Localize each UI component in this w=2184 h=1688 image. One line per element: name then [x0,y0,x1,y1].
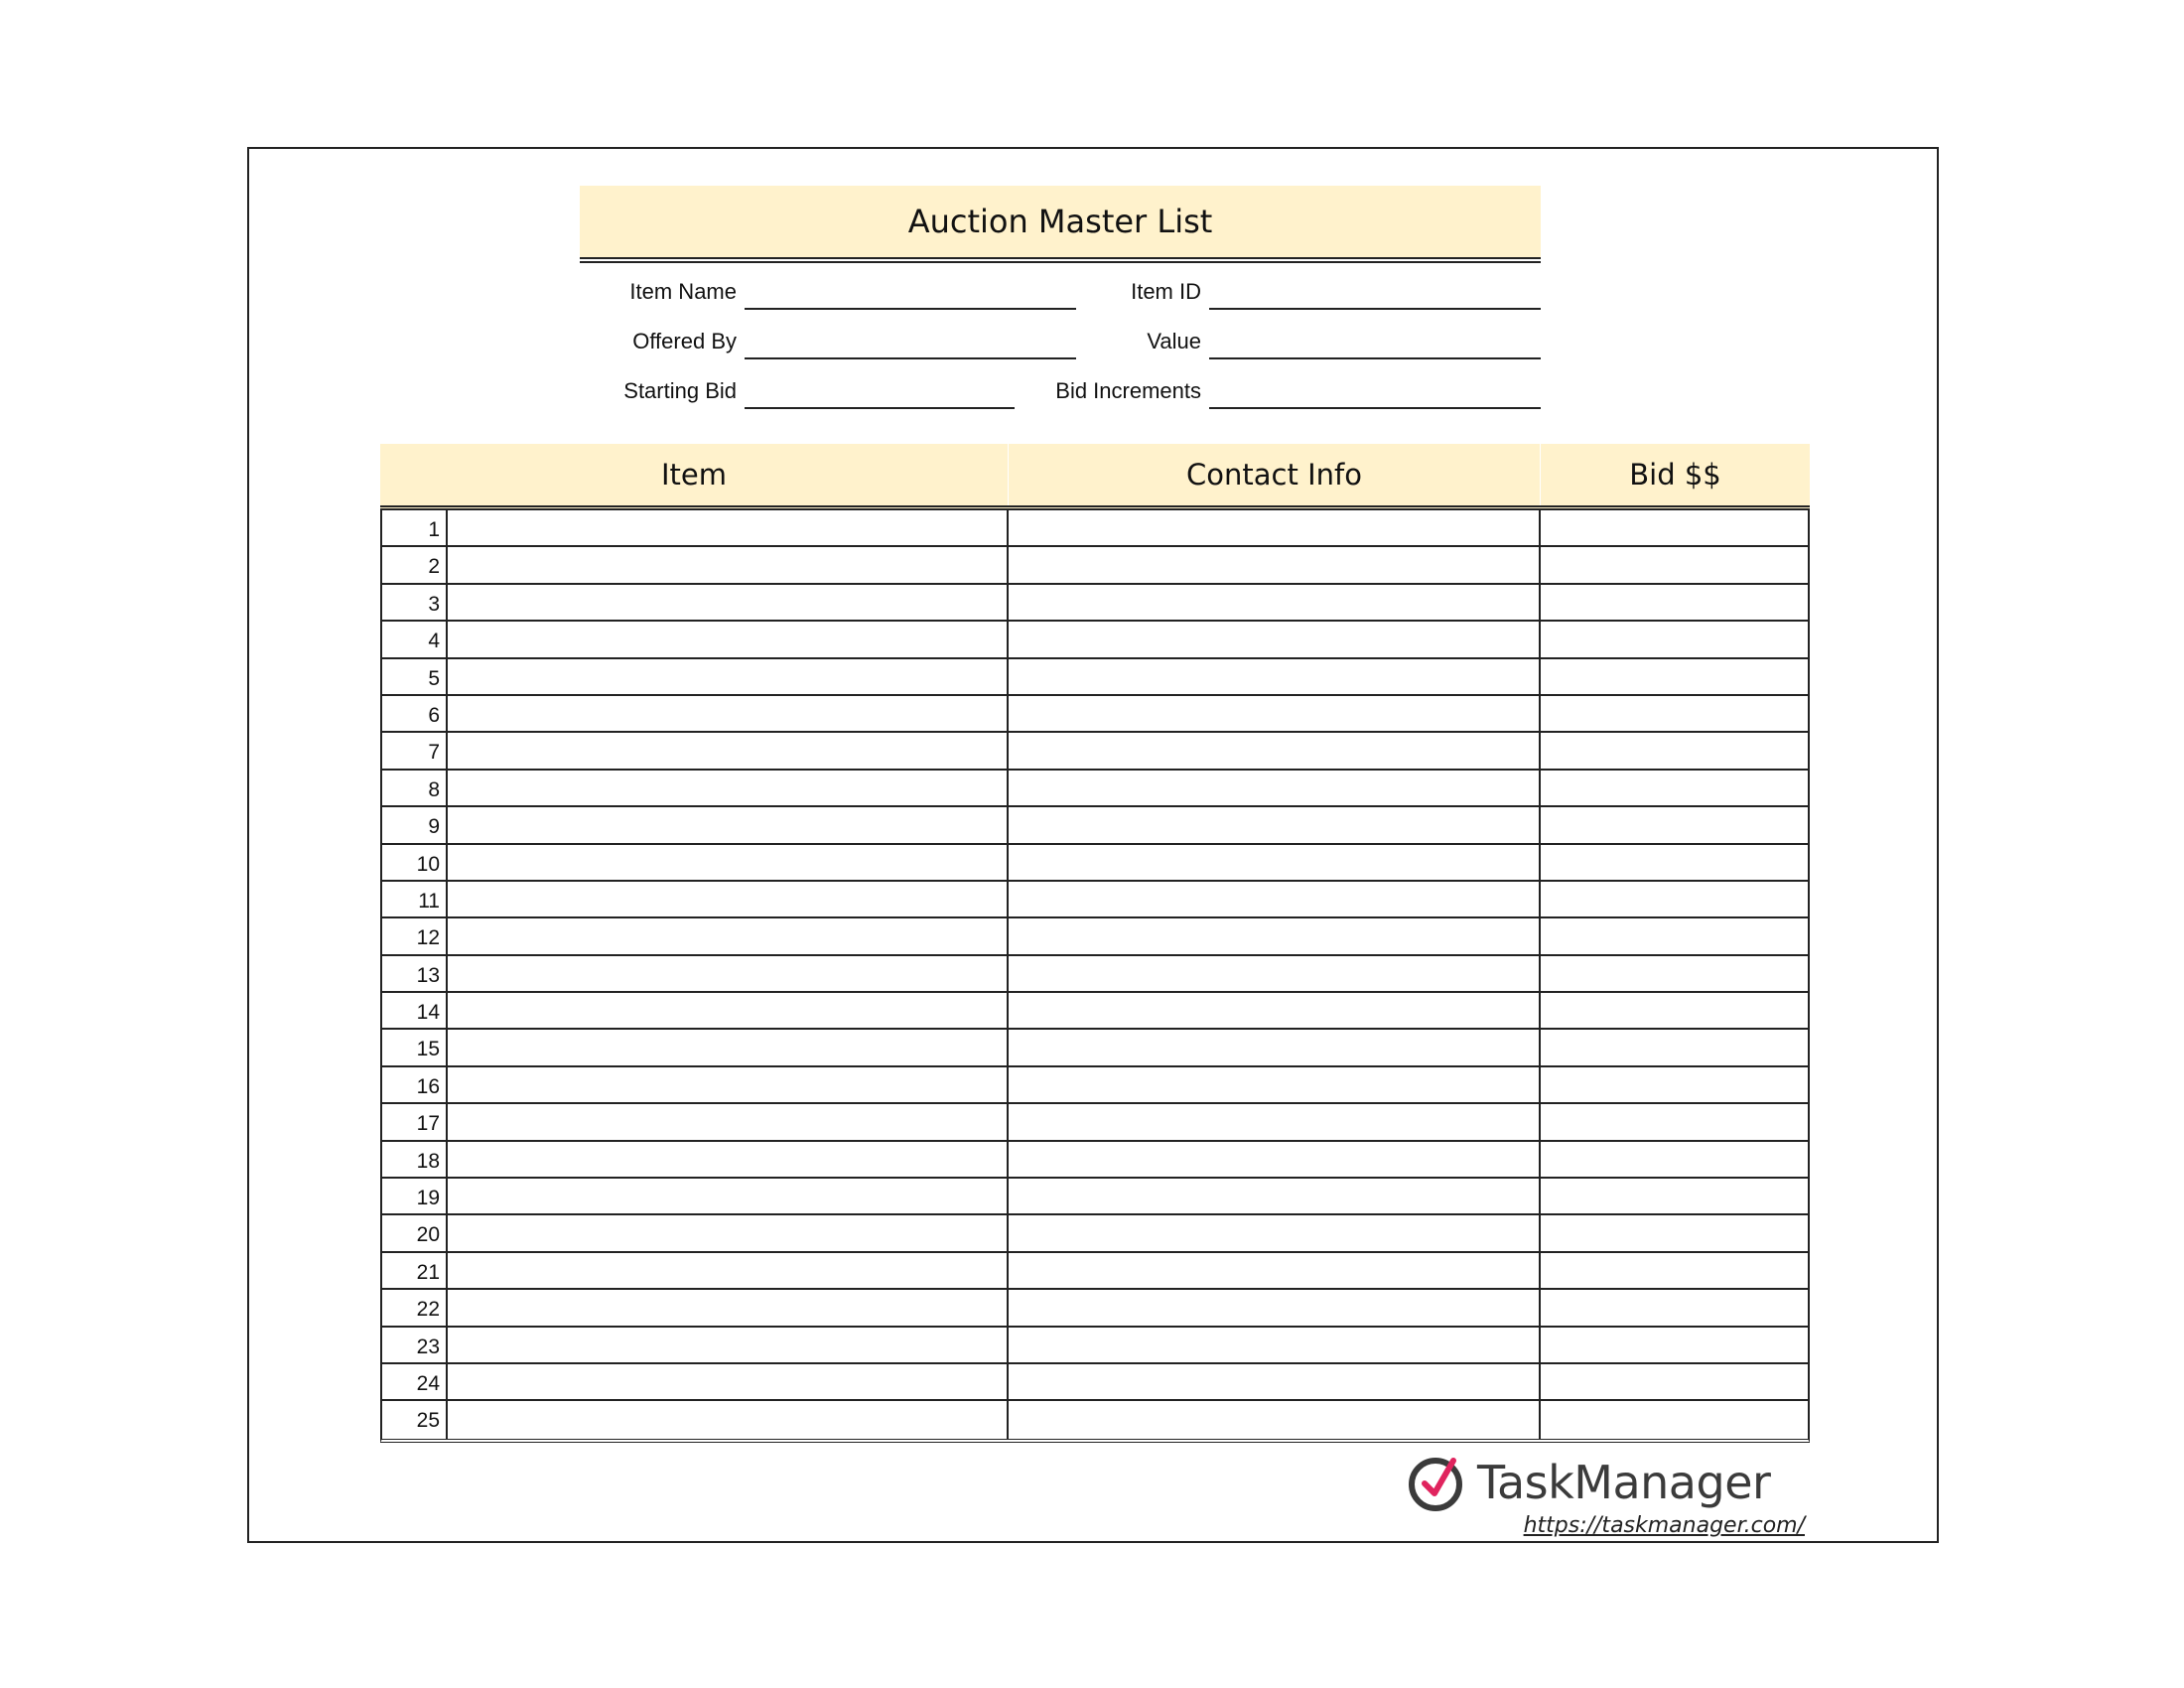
offered-by-label: Offered By [632,329,737,353]
row-number: 12 [382,918,448,953]
item-id-field[interactable] [1209,308,1541,310]
contact-info-cell[interactable] [1009,1364,1541,1399]
contact-info-cell[interactable] [1009,1328,1541,1362]
table-row [382,1142,1808,1179]
table-row [382,1030,1808,1066]
item-cell[interactable] [448,771,1009,805]
auction-table [380,444,1810,1443]
row-number: 20 [382,1215,448,1250]
bid-cell[interactable] [1541,696,1808,731]
table-header [380,444,1810,510]
contact-info-cell[interactable] [1009,1290,1541,1325]
starting-bid-field[interactable] [745,407,1015,409]
contact-info-cell[interactable] [1009,1030,1541,1064]
contact-info-cell[interactable] [1009,1253,1541,1288]
item-cell[interactable] [448,1179,1009,1213]
taskmanager-logo [1408,1450,1770,1515]
contact-info-cell[interactable] [1009,1401,1541,1438]
contact-info-cell[interactable] [1009,1215,1541,1250]
contact-info-cell[interactable] [1009,547,1541,582]
item-cell[interactable] [448,807,1009,842]
item-cell[interactable] [448,1030,1009,1064]
bid-cell[interactable] [1541,845,1808,880]
offered-by-field[interactable] [745,357,1076,359]
value-field[interactable] [1209,357,1541,359]
item-cell[interactable] [448,510,1009,545]
contact-info-cell[interactable] [1009,956,1541,991]
item-cell[interactable] [448,696,1009,731]
item-cell[interactable] [448,1401,1009,1438]
contact-info-cell[interactable] [1009,1104,1541,1139]
bid-cell[interactable] [1541,956,1808,991]
item-id-label: Item ID [1131,279,1201,304]
bid-cell[interactable] [1541,1401,1808,1438]
table-row [382,993,1808,1030]
table-row [382,547,1808,584]
table-row [382,1290,1808,1327]
bid-cell[interactable] [1541,1253,1808,1288]
item-cell[interactable] [448,1328,1009,1362]
bid-cell[interactable] [1541,1328,1808,1362]
contact-info-cell[interactable] [1009,845,1541,880]
item-cell[interactable] [448,1104,1009,1139]
table-row [382,1104,1808,1141]
title-divider [580,257,1541,263]
starting-bid-label: Starting Bid [623,378,737,403]
bid-increments-field[interactable] [1209,407,1541,409]
row-number: 2 [382,547,448,582]
bid-cell[interactable] [1541,882,1808,916]
item-cell[interactable] [448,1364,1009,1399]
table-body [380,510,1810,1443]
item-cell[interactable] [448,918,1009,953]
bid-cell[interactable] [1541,1179,1808,1213]
row-number: 6 [382,696,448,731]
row-number: 4 [382,622,448,656]
row-number: 11 [382,882,448,916]
table-row [382,845,1808,882]
table-row [382,1328,1808,1364]
item-cell[interactable] [448,1142,1009,1177]
page-title-text: Auction Master List [907,203,1213,240]
bid-cell[interactable] [1541,733,1808,768]
row-number: 17 [382,1104,448,1139]
item-cell[interactable] [448,882,1009,916]
contact-info-cell[interactable] [1009,659,1541,694]
table-row [382,956,1808,993]
bid-cell[interactable] [1541,585,1808,620]
value-label: Value [1147,329,1201,353]
item-cell[interactable] [448,585,1009,620]
row-number: 8 [382,771,448,805]
table-row [382,807,1808,844]
row-number: 25 [382,1401,448,1438]
contact-info-cell[interactable] [1009,1142,1541,1177]
item-name-label: Item Name [629,279,737,304]
row-number: 14 [382,993,448,1028]
table-row [382,1179,1808,1215]
column-header-bid: Bid $$ [1629,458,1721,492]
bid-cell[interactable] [1541,1215,1808,1250]
contact-info-cell[interactable] [1009,918,1541,953]
row-number: 21 [382,1253,448,1288]
bid-cell[interactable] [1541,1067,1808,1102]
bid-cell[interactable] [1541,1290,1808,1325]
bid-cell[interactable] [1541,547,1808,582]
row-number: 5 [382,659,448,694]
row-number: 18 [382,1142,448,1177]
table-row [382,733,1808,770]
page-title [580,186,1541,257]
item-cell[interactable] [448,956,1009,991]
item-cell[interactable] [448,547,1009,582]
item-cell[interactable] [448,622,1009,656]
item-cell[interactable] [448,659,1009,694]
checkmark-circle-icon [1408,1453,1467,1512]
bid-cell[interactable] [1541,807,1808,842]
row-number: 9 [382,807,448,842]
bid-cell[interactable] [1541,993,1808,1028]
table-row [382,1067,1808,1104]
contact-info-cell[interactable] [1009,733,1541,768]
bid-cell[interactable] [1541,1364,1808,1399]
bid-cell[interactable] [1541,510,1808,545]
item-cell[interactable] [448,1215,1009,1250]
table-row [382,771,1808,807]
item-cell[interactable] [448,1290,1009,1325]
table-row [382,1401,1808,1438]
table-row [382,918,1808,955]
contact-info-cell[interactable] [1009,585,1541,620]
row-number: 7 [382,733,448,768]
bid-cell[interactable] [1541,918,1808,953]
bid-cell[interactable] [1541,1142,1808,1177]
table-row [382,585,1808,622]
item-cell[interactable] [448,733,1009,768]
bid-cell[interactable] [1541,659,1808,694]
contact-info-cell[interactable] [1009,1179,1541,1213]
item-cell[interactable] [448,1253,1009,1288]
row-number: 22 [382,1290,448,1325]
row-number: 16 [382,1067,448,1102]
item-cell[interactable] [448,993,1009,1028]
website-link[interactable]: https://taskmanager.com/ [1523,1513,1805,1538]
row-number: 23 [382,1328,448,1362]
row-number: 24 [382,1364,448,1399]
bid-cell[interactable] [1541,1104,1808,1139]
contact-info-cell[interactable] [1009,696,1541,731]
table-row [382,1253,1808,1290]
row-number: 10 [382,845,448,880]
table-row [382,622,1808,658]
table-row [382,1215,1808,1252]
item-cell[interactable] [448,1067,1009,1102]
brand-name: TaskManager [1477,1456,1771,1509]
bid-cell[interactable] [1541,622,1808,656]
row-number: 1 [382,510,448,545]
contact-info-cell[interactable] [1009,771,1541,805]
column-header-item: Item [380,444,1009,505]
table-row [382,510,1808,547]
bid-cell[interactable] [1541,1030,1808,1064]
contact-info-cell[interactable] [1009,807,1541,842]
bid-increments-label: Bid Increments [1055,378,1201,403]
row-number: 3 [382,585,448,620]
row-number: 13 [382,956,448,991]
contact-info-cell[interactable] [1009,993,1541,1028]
contact-info-cell[interactable] [1009,882,1541,916]
contact-info-cell[interactable] [1009,510,1541,545]
table-row [382,882,1808,918]
contact-info-cell[interactable] [1009,1067,1541,1102]
item-name-field[interactable] [745,308,1076,310]
row-number: 19 [382,1179,448,1213]
bid-cell[interactable] [1541,771,1808,805]
contact-info-cell[interactable] [1009,622,1541,656]
table-row [382,696,1808,733]
table-row [382,1364,1808,1401]
row-number: 15 [382,1030,448,1064]
item-cell[interactable] [448,845,1009,880]
column-header-contact-info: Contact Info [1009,444,1541,505]
table-row [382,659,1808,696]
